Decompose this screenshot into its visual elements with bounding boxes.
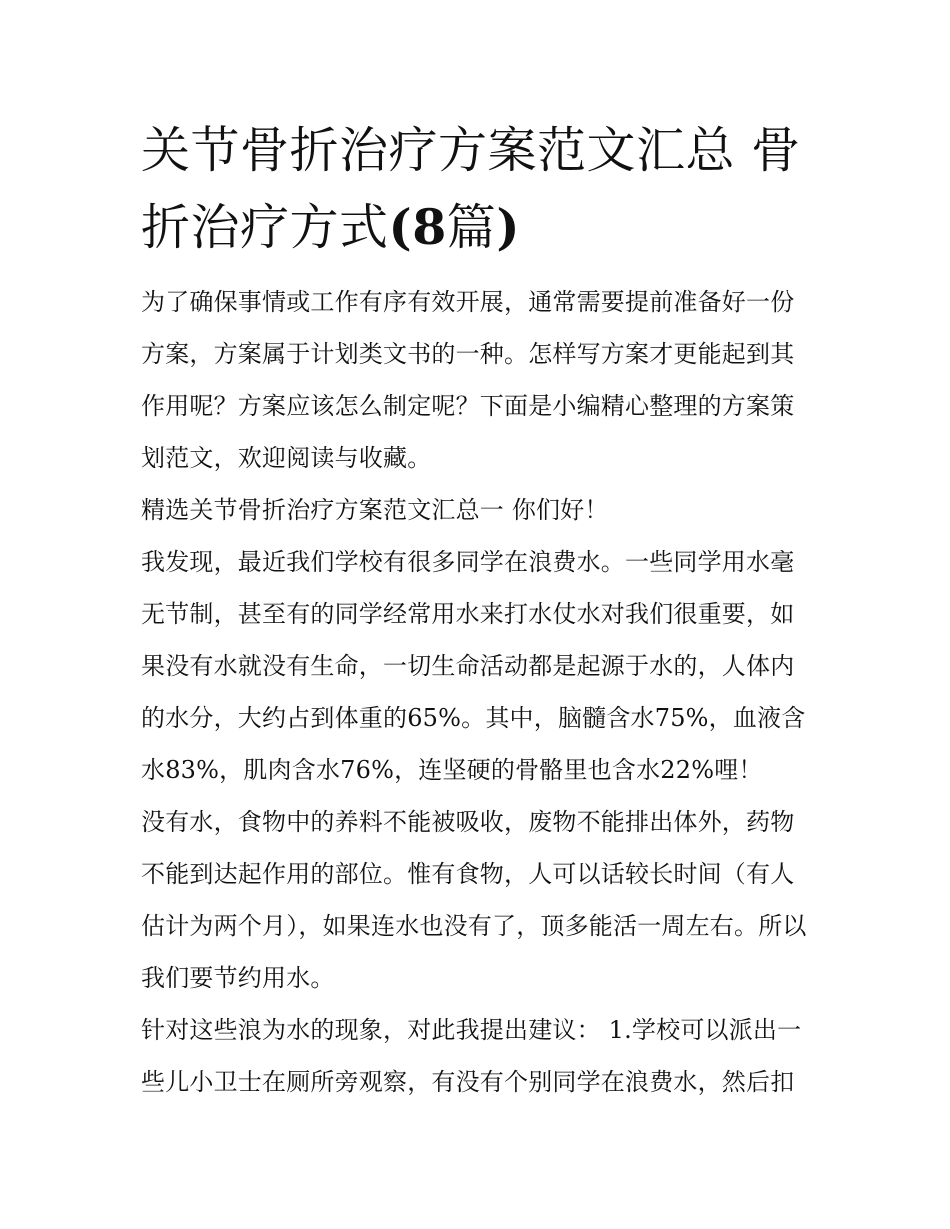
water-waste-paragraph: 我发现，最近我们学校有很多同学在浪费水。一些同学用水毫无节制，甚至有的同学经常用水来打水仗水对我们很重要，如果没有水就没有生命，一切生命活动都是起源于水的，人体内的水分，大约占到体重的65%。其中，脑髓含水75%，血液含水83%，肌肉含水76%，连坚硬的骨骼里也含水22%哩！ [141,548,806,784]
greeting-paragraph: 精选关节骨折治疗方案范文汇总一 你们好！ [141,496,609,524]
intro-paragraph: 为了确保事情或工作有序有效开展，通常需要提前准备好一份方案，方案属于计划类文书的一种。怎样写方案才更能起到其作用呢？方案应该怎么制定呢？下面是小编精心整理的方案策划范文，欢迎阅读与收藏。 [141,288,795,472]
title-line-1: 关节骨折治疗方案范文汇总 骨 [141,122,801,179]
document-page [141,112,813,1108]
document-title [141,112,813,266]
title-line-2: 折治疗方式(8篇) [141,198,520,256]
water-importance-paragraph: 没有水，食物中的养料不能被吸收，废物不能排出体外，药物不能到达起作用的部位。惟有食物，人可以话较长时间（有人估计为两个月），如果连水也没有了，顶多能活一周左右。所以我们要节约用水。 [141,808,807,992]
suggestion-paragraph: 针对这些浪为水的现象，对此我提出建议： 1.学校可以派出一些儿小卫士在厕所旁观察，有没有个别同学在浪费水，然后扣 [141,1016,802,1096]
